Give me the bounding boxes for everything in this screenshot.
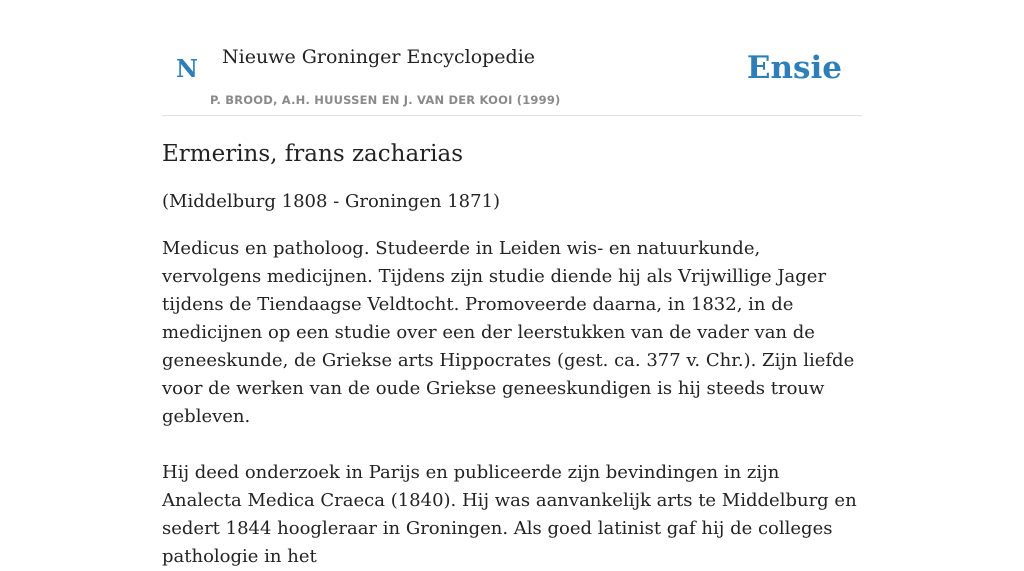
entry-paragraph-1: Medicus en patholoog. Studeerde in Leiden wis- en natuurkunde, vervolgens medicijnen. Tijdens zijn studie diende hij als Vrijwillige Jager tijdens de Tiendaagse Veldtocht. Promoveerde daarna, in 1832, in de medicijnen op een studie over een der leerstukken van de vader van de geneeskunde, de Griekse arts Hippocrates (gest. ca. 377 v. Chr.). Zijn liefde voor de werken van de oude Griekse geneeskundigen is hij steeds trouw gebleven. <box>162 238 855 427</box>
book-logo[interactable]: N <box>176 54 198 83</box>
entry-paragraph-2: Hij deed onderzoek in Parijs en publiceerde zijn bevindingen in zijn Analecta Medica Craeca (1840). Hij was aanvankelijk arts te Middelburg en sedert 1844 hoogleraar in Groningen. Als goed latinist gaf hij de colleges pathologie in het <box>162 462 857 567</box>
entry-content <box>162 138 862 571</box>
page-header <box>162 30 862 116</box>
entry-title: Ermerins, frans zacharias <box>162 141 464 167</box>
book-authors: P. BROOD, A.H. HUUSSEN EN J. VAN DER KOOI (1999) <box>210 93 561 107</box>
book-title-link[interactable]: Nieuwe Groninger Encyclopedie <box>222 46 536 68</box>
ensie-logo-link[interactable]: Ensie <box>746 50 842 86</box>
entry-subtitle: (Middelburg 1808 - Groningen 1871) <box>162 191 501 212</box>
